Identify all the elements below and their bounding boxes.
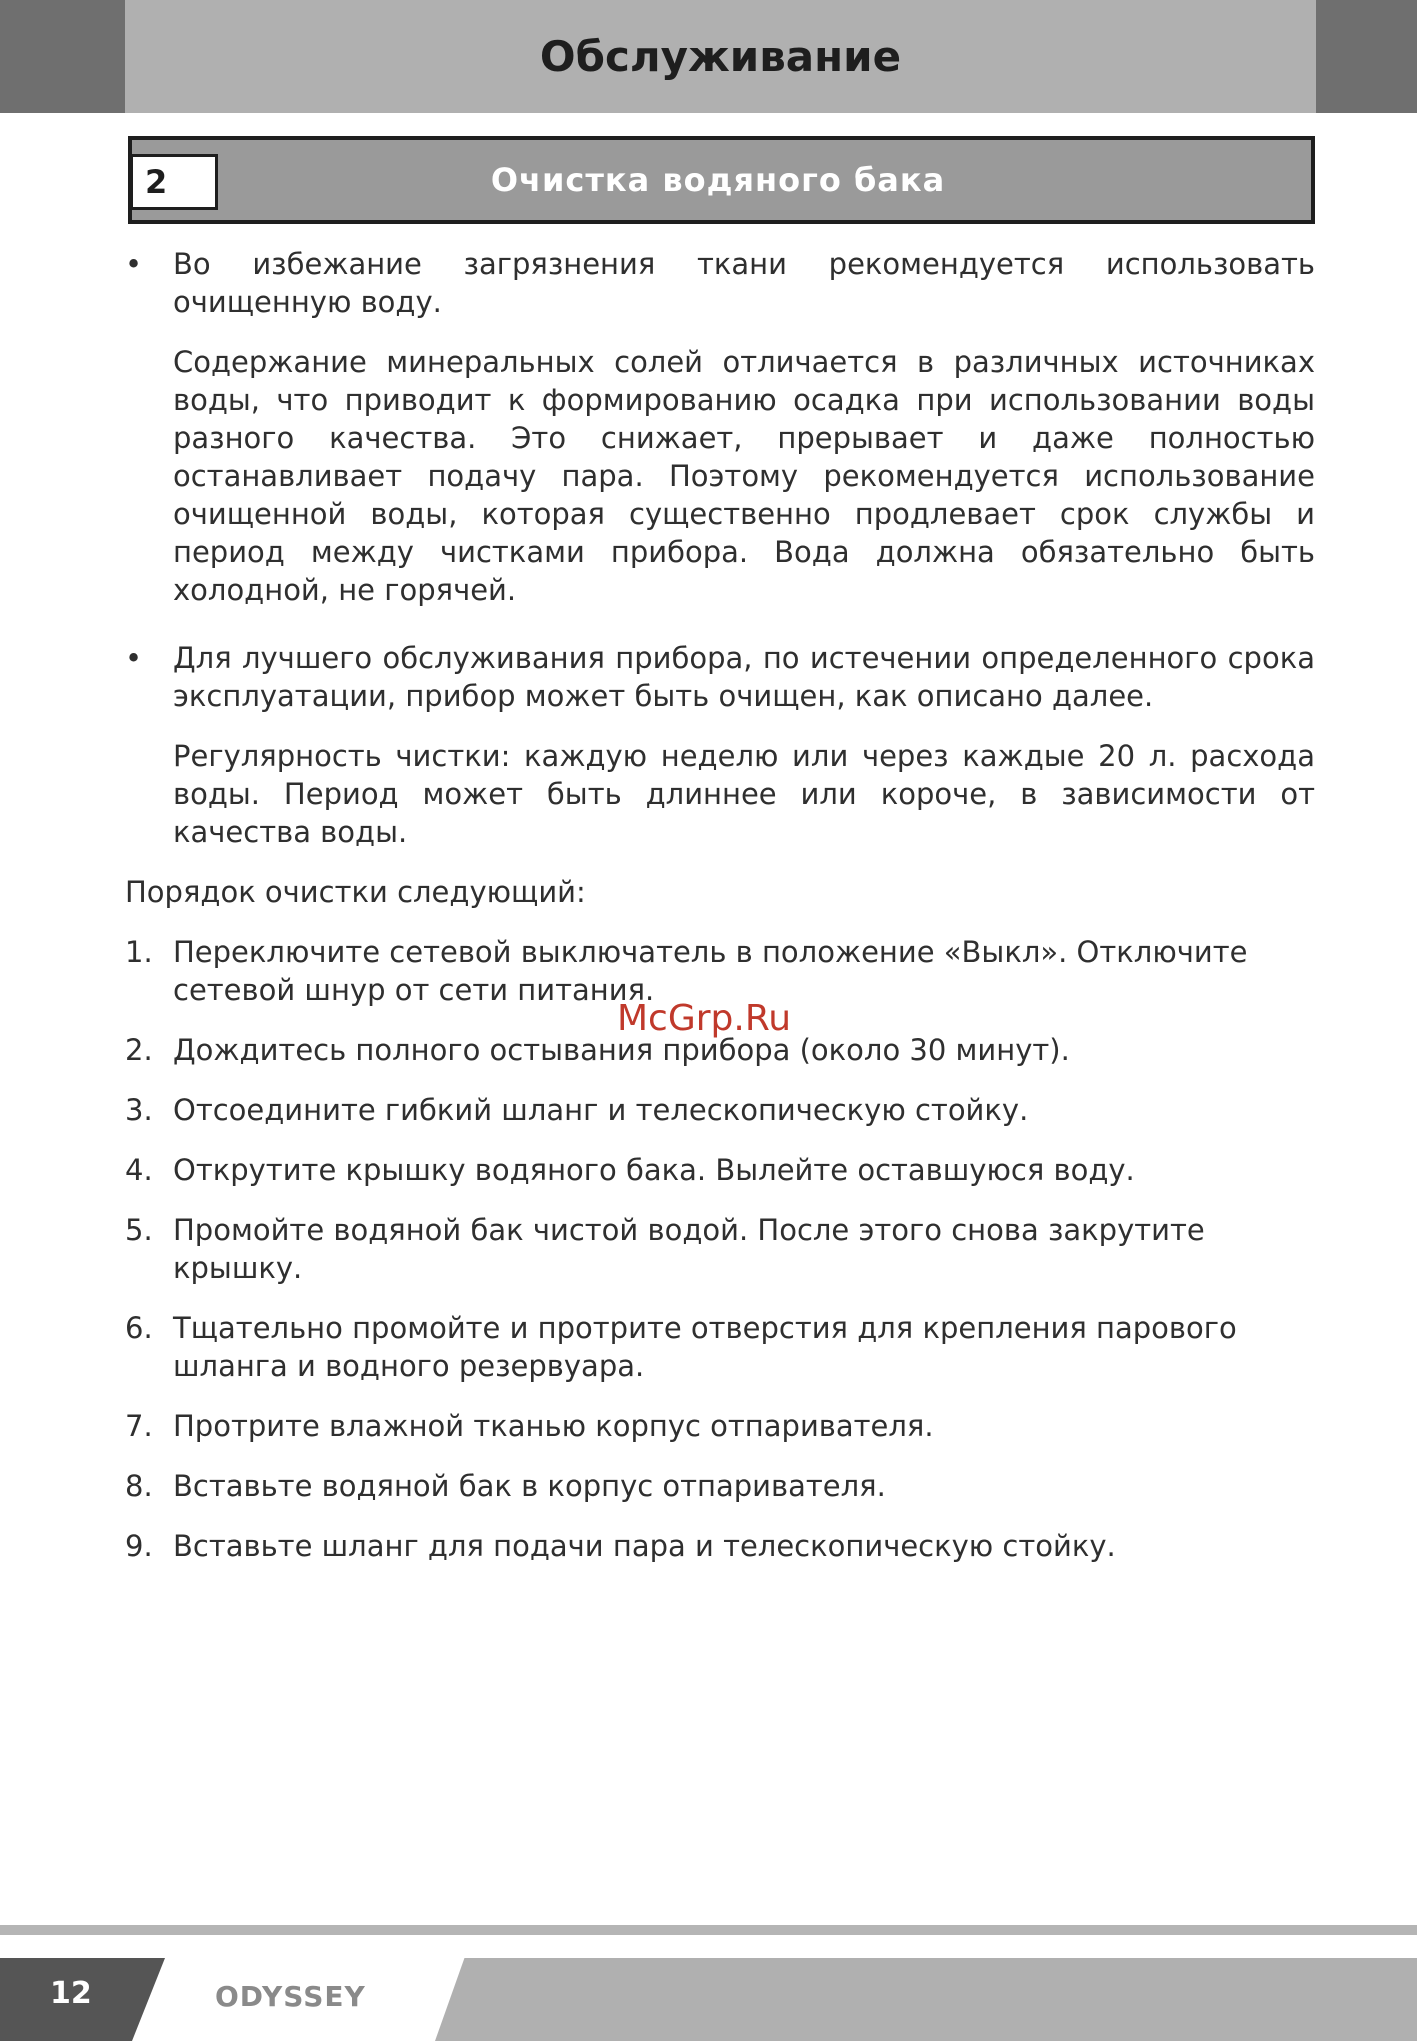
section-number: 2 (130, 154, 218, 210)
bullet-detail-2: Регулярность чистки: каждую неделю или через каждые 20 л. расхода воды. Период может быть длиннее или короче, в зависимости от качества воды. (173, 739, 1315, 849)
step-item (125, 1309, 1315, 1385)
step-number: 2. (125, 1033, 153, 1067)
brand-logo: ODYSSEY (215, 1980, 366, 2013)
header-left-block (0, 0, 125, 113)
step-text: Тщательно промойте и протрите отверстия для крепления парового шланга и водного резервуара. (173, 1311, 1237, 1383)
step-text: Дождитесь полного остывания прибора (около 30 минут). (173, 1033, 1070, 1067)
main-content (125, 245, 1315, 1565)
header-right-block (1316, 0, 1417, 113)
page-number: 12 (50, 1976, 92, 2011)
step-text: Отсоедините гибкий шланг и телескопическую стойку. (173, 1093, 1029, 1127)
step-text: Промойте водяной бак чистой водой. После этого снова закрутите крышку. (173, 1213, 1205, 1285)
step-number: 1. (125, 935, 153, 969)
step-item (125, 1151, 1315, 1189)
step-number: 4. (125, 1153, 153, 1187)
footer-divider (0, 1925, 1417, 1935)
step-item (125, 1467, 1315, 1505)
step-text: Вставьте водяной бак в корпус отпаривателя. (173, 1469, 886, 1503)
bullet-item-2 (125, 639, 1315, 715)
bullet-mark: • (125, 247, 143, 281)
step-number: 6. (125, 1311, 153, 1345)
footer-right-band (435, 1958, 1417, 2041)
step-text: Вставьте шланг для подачи пара и телескопическую стойку. (173, 1529, 1116, 1563)
step-text: Открутите крышку водяного бака. Вылейте оставшуюся воду. (173, 1153, 1135, 1187)
step-number: 7. (125, 1409, 153, 1443)
watermark: McGrp.Ru (617, 998, 792, 1039)
section-title: Очистка водяного бака (490, 161, 946, 199)
step-item (125, 1527, 1315, 1565)
step-number: 9. (125, 1529, 153, 1563)
bullet-text: Во избежание загрязнения ткани рекомендуется использовать очищенную воду. (173, 247, 1315, 319)
step-number: 3. (125, 1093, 153, 1127)
bullet-text: Для лучшего обслуживания прибора, по истечении определенного срока эксплуатации, прибор может быть очищен, как описано далее. (173, 641, 1315, 713)
step-item (125, 1091, 1315, 1129)
step-item (125, 1211, 1315, 1287)
step-number: 5. (125, 1213, 153, 1247)
step-number: 8. (125, 1469, 153, 1503)
bullet-detail-1: Содержание минеральных солей отличается в различных источниках воды, что приводит к формированию осадка при использовании воды разного качества. Это снижает, прерывает и даже полностью останавливает подачу пара. Поэтому рекомендуется использование очищенной воды, которая существенно продлевает срок службы и период между чистками прибора. Вода должна обязательно быть холодной, не горячей. (173, 345, 1315, 607)
step-text: Переключите сетевой выключатель в положение «Выкл». Отключите сетевой шнур от сети питания. (173, 935, 1248, 1007)
bullet-mark: • (125, 641, 143, 675)
step-item (125, 1407, 1315, 1445)
step-text: Протрите влажной тканью корпус отпаривателя. (173, 1409, 934, 1443)
bullet-item-1 (125, 245, 1315, 321)
page-title: Обслуживание (539, 32, 902, 81)
procedure-intro: Порядок очистки следующий: (125, 875, 586, 909)
